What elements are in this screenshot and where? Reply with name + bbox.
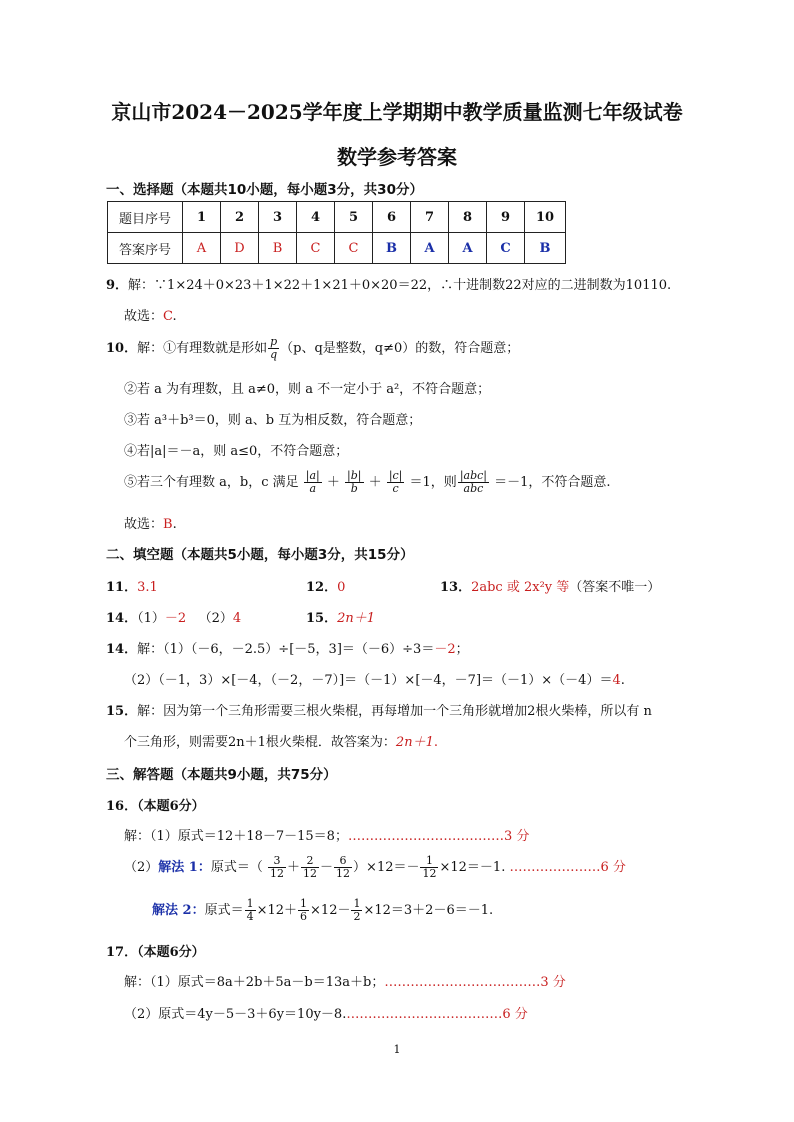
table-cell-number: 7 bbox=[411, 202, 449, 233]
fraction-numerator: 6 bbox=[334, 855, 352, 868]
table-cell-number: 8 bbox=[449, 202, 487, 233]
fraction-denominator: c bbox=[392, 482, 399, 495]
fraction-numerator: |abc| bbox=[459, 469, 487, 482]
q9-number: 9． bbox=[106, 278, 129, 293]
plus-sign: ＋ bbox=[287, 860, 301, 875]
q17-l1-score: ………………………………3 分 bbox=[384, 975, 566, 990]
table-cell-number: 9 bbox=[487, 202, 525, 233]
table-cell-answer: A bbox=[449, 233, 487, 264]
q15-l1: 解：因为第一个三角形需要三根火柴棍，再每增加一个三角形就增加2根火柴棒，所以有 n bbox=[137, 704, 652, 719]
fraction-1-12 bbox=[420, 855, 438, 880]
q10-choose-label: 故选： bbox=[124, 517, 164, 532]
q14-l1-end: ； bbox=[455, 642, 469, 657]
table-cell-answer: B bbox=[259, 233, 297, 264]
fraction-abs-a bbox=[304, 470, 322, 495]
fraction-numerator: |a| bbox=[305, 469, 320, 482]
fraction-6-12 bbox=[334, 855, 352, 880]
fraction-denominator: 4 bbox=[246, 910, 254, 923]
fraction-denominator: b bbox=[350, 482, 358, 495]
q14-part1-label: （1） bbox=[137, 611, 165, 626]
q10-line-4: ④若|a|＝－a，则 a≤0，不符合题意； bbox=[124, 444, 349, 459]
fraction-denominator: 6 bbox=[300, 910, 308, 923]
fraction-1-6 bbox=[298, 898, 309, 923]
q14-l2-answer: 4 bbox=[612, 673, 621, 688]
fraction-denominator: abc bbox=[463, 482, 484, 495]
fill-answer-14 bbox=[106, 607, 241, 626]
q10-l1b: （p、q是整数，q≠0）的数，符合题意； bbox=[280, 341, 520, 356]
q9-solution bbox=[106, 274, 671, 293]
fraction-denominator: 12 bbox=[336, 867, 351, 880]
fraction-abs-c bbox=[387, 470, 405, 495]
q11-number: 11． bbox=[106, 580, 138, 595]
q15-solution-number: 15． bbox=[106, 704, 138, 719]
fraction-1-4 bbox=[245, 898, 256, 923]
fraction-numerator: p bbox=[270, 335, 278, 348]
fraction-2-12 bbox=[301, 855, 319, 880]
q9-choice bbox=[124, 305, 177, 324]
fraction-1-2 bbox=[351, 898, 362, 923]
table-cell-number: 4 bbox=[297, 202, 335, 233]
table-cell-number: 10 bbox=[525, 202, 566, 233]
table-header-numbers: 题目序号 bbox=[108, 202, 183, 233]
fraction-denominator: q bbox=[270, 348, 278, 361]
fraction-numerator: 3 bbox=[268, 855, 286, 868]
table-cell-answer: C bbox=[487, 233, 525, 264]
table-cell-answer: D bbox=[221, 233, 259, 264]
table-cell-number: 6 bbox=[373, 202, 411, 233]
fraction-numerator: |b| bbox=[347, 469, 362, 482]
q13-note: （答案不唯一） bbox=[569, 580, 661, 595]
q10-line-1 bbox=[106, 336, 519, 361]
q15-l2: 个三角形，则需要2n＋1根火柴棍．故答案为： bbox=[124, 735, 396, 750]
q16-method-2-label: 解法 2： bbox=[152, 903, 205, 918]
fraction-abs-abc bbox=[458, 470, 489, 495]
fraction-abs-b bbox=[345, 470, 363, 495]
fraction-numerator: |c| bbox=[388, 469, 403, 482]
fraction-denominator: 12 bbox=[270, 867, 285, 880]
q10-l5a: ⑤若三个有理数 a，b，c 满足 bbox=[124, 475, 299, 490]
fill-answer-12 bbox=[306, 576, 345, 595]
q17-line-1 bbox=[124, 971, 566, 990]
q16-l3a: 原式＝ bbox=[204, 903, 244, 918]
table-cell-number: 5 bbox=[335, 202, 373, 233]
q13-number: 13． bbox=[440, 580, 472, 595]
table-header-answers: 答案序号 bbox=[108, 233, 183, 264]
q10-line-5 bbox=[124, 470, 611, 495]
q14-part2-answer: 4 bbox=[232, 611, 242, 626]
q15-number: 15． bbox=[306, 611, 338, 626]
table-cell-answer: C bbox=[335, 233, 373, 264]
fill-answer-15 bbox=[306, 607, 375, 626]
q14-part2-label: （2） bbox=[198, 611, 233, 626]
q9-text: 解：∵1×24＋0×23＋1×22＋1×21＋0×20＝22，∴十进制数22对应的二进制数为10110. bbox=[128, 278, 672, 293]
fill-answer-11 bbox=[106, 576, 158, 595]
q14-solution-line-2 bbox=[124, 669, 625, 688]
plus-sign: ＋ bbox=[326, 475, 340, 490]
q16-l2b: ）×12＝－ bbox=[353, 860, 420, 875]
q16-l2a: 原式＝（ bbox=[210, 860, 263, 875]
q15-solution-line-2 bbox=[124, 731, 438, 750]
table-cell-number: 3 bbox=[259, 202, 297, 233]
q9-choose-label: 故选： bbox=[124, 309, 164, 324]
fraction-p-q bbox=[268, 336, 279, 361]
q16-method-1-label: 解法 1： bbox=[158, 860, 211, 875]
fraction-denominator: a bbox=[309, 482, 317, 495]
document-title: 京山市2024－2025学年度上学期期中教学质量监测七年级试卷 bbox=[111, 100, 683, 124]
q16-l2-score: …………………6 分 bbox=[509, 860, 626, 875]
section-3-heading: 三、解答题（本题共9小题，共75分） bbox=[106, 767, 337, 783]
table-cell-answer: A bbox=[183, 233, 221, 264]
plus-sign: ＋ bbox=[368, 475, 382, 490]
q16-line-3 bbox=[152, 898, 493, 923]
q9-answer: C bbox=[163, 309, 173, 324]
q12-answer: 0 bbox=[337, 580, 346, 595]
q16-l1-score: ………………………………3 分 bbox=[347, 829, 530, 844]
q14-l2: （2）（－1，3）×[－4，（－2，－7）]＝（－1）×[－4，－7]＝（－1）×（－4）＝ bbox=[124, 673, 613, 688]
table-cell-number: 2 bbox=[221, 202, 259, 233]
q16-part2-label: （2） bbox=[124, 860, 159, 875]
q15-l2-answer: 2n＋1 bbox=[395, 735, 434, 750]
table-cell-answer: B bbox=[525, 233, 566, 264]
q14-l2-end: . bbox=[620, 673, 625, 688]
q10-answer: B bbox=[163, 517, 173, 532]
document-subtitle: 数学参考答案 bbox=[337, 145, 457, 169]
minus-sign: － bbox=[320, 860, 334, 875]
q15-l2-end: . bbox=[433, 735, 438, 750]
q16-l3c: ×12－ bbox=[310, 903, 351, 918]
table-row-numbers bbox=[108, 202, 566, 233]
q15-solution-line-1 bbox=[106, 700, 652, 719]
q10-l1a: 解：①有理数就是形如 bbox=[137, 341, 268, 356]
q15-answer: 2n＋1 bbox=[337, 611, 376, 626]
q10-line-3: ③若 a³＋b³＝0，则 a、b 互为相反数，符合题意； bbox=[124, 413, 422, 428]
page-number: 1 bbox=[393, 1043, 401, 1056]
q16-line-2 bbox=[124, 855, 626, 880]
fraction-denominator: 12 bbox=[422, 867, 437, 880]
q17-heading: 17．（本题6分） bbox=[106, 945, 205, 960]
q10-line-2: ②若 a 为有理数，且 a≠0，则 a 不一定小于 a²，不符合题意； bbox=[124, 382, 491, 397]
q11-answer: 3.1 bbox=[137, 580, 158, 595]
q14-solution-line-1 bbox=[106, 638, 469, 657]
q13-answer: 2abc 或 2x²y 等 bbox=[471, 580, 570, 595]
table-row-answers bbox=[108, 233, 566, 264]
answer-table bbox=[107, 201, 566, 264]
q17-l2-score: ………………………………6 分 bbox=[346, 1007, 528, 1022]
q17-l2: （2）原式＝4y－5－3＋6y＝10y－8. bbox=[124, 1007, 347, 1022]
q10-l5c: ＝－1，不符合题意. bbox=[494, 475, 611, 490]
q10-l5b: ＝1，则 bbox=[409, 475, 457, 490]
q10-number: 10． bbox=[106, 341, 138, 356]
q16-line-1 bbox=[124, 825, 529, 844]
section-1-heading: 一、选择题（本题共10小题，每小题3分，共30分） bbox=[106, 182, 423, 198]
q14-l1: 解：（1）（－6，－2.5）÷[－5，3]＝（－6）÷3＝ bbox=[137, 642, 435, 657]
table-cell-answer: B bbox=[373, 233, 411, 264]
q14-solution-number: 14． bbox=[106, 642, 138, 657]
fraction-numerator: 1 bbox=[300, 897, 308, 910]
q9-dot: . bbox=[172, 309, 177, 324]
q16-l3d: ×12＝3＋2－6＝－1. bbox=[363, 903, 494, 918]
fraction-numerator: 1 bbox=[353, 897, 361, 910]
fraction-numerator: 2 bbox=[301, 855, 319, 868]
fill-answer-13 bbox=[440, 576, 660, 595]
q17-l1: 解：（1）原式＝8a＋2b＋5a－b＝13a＋b； bbox=[124, 975, 385, 990]
q16-l1: 解：（1）原式＝12＋18－7－15＝8； bbox=[124, 829, 348, 844]
q10-choice bbox=[124, 513, 177, 532]
q10-dot: . bbox=[172, 517, 177, 532]
table-cell-number: 1 bbox=[183, 202, 221, 233]
table-cell-answer: A bbox=[411, 233, 449, 264]
fraction-denominator: 2 bbox=[353, 910, 361, 923]
q17-line-2 bbox=[124, 1003, 528, 1022]
q16-heading: 16．（本题6分） bbox=[106, 799, 205, 814]
fraction-denominator: 12 bbox=[303, 867, 318, 880]
q14-part1-answer: －2 bbox=[164, 611, 187, 626]
fraction-numerator: 1 bbox=[246, 897, 254, 910]
q16-l3b: ×12＋ bbox=[256, 903, 298, 918]
fraction-numerator: 1 bbox=[420, 855, 438, 868]
q16-l2c: ×12＝－1. bbox=[439, 860, 506, 875]
q12-number: 12． bbox=[306, 580, 338, 595]
fraction-3-12 bbox=[268, 855, 286, 880]
q14-l1-answer: －2 bbox=[434, 642, 456, 657]
section-2-heading: 二、填空题（本题共5小题，每小题3分，共15分） bbox=[106, 547, 414, 563]
table-cell-answer: C bbox=[297, 233, 335, 264]
q14-number: 14． bbox=[106, 611, 138, 626]
